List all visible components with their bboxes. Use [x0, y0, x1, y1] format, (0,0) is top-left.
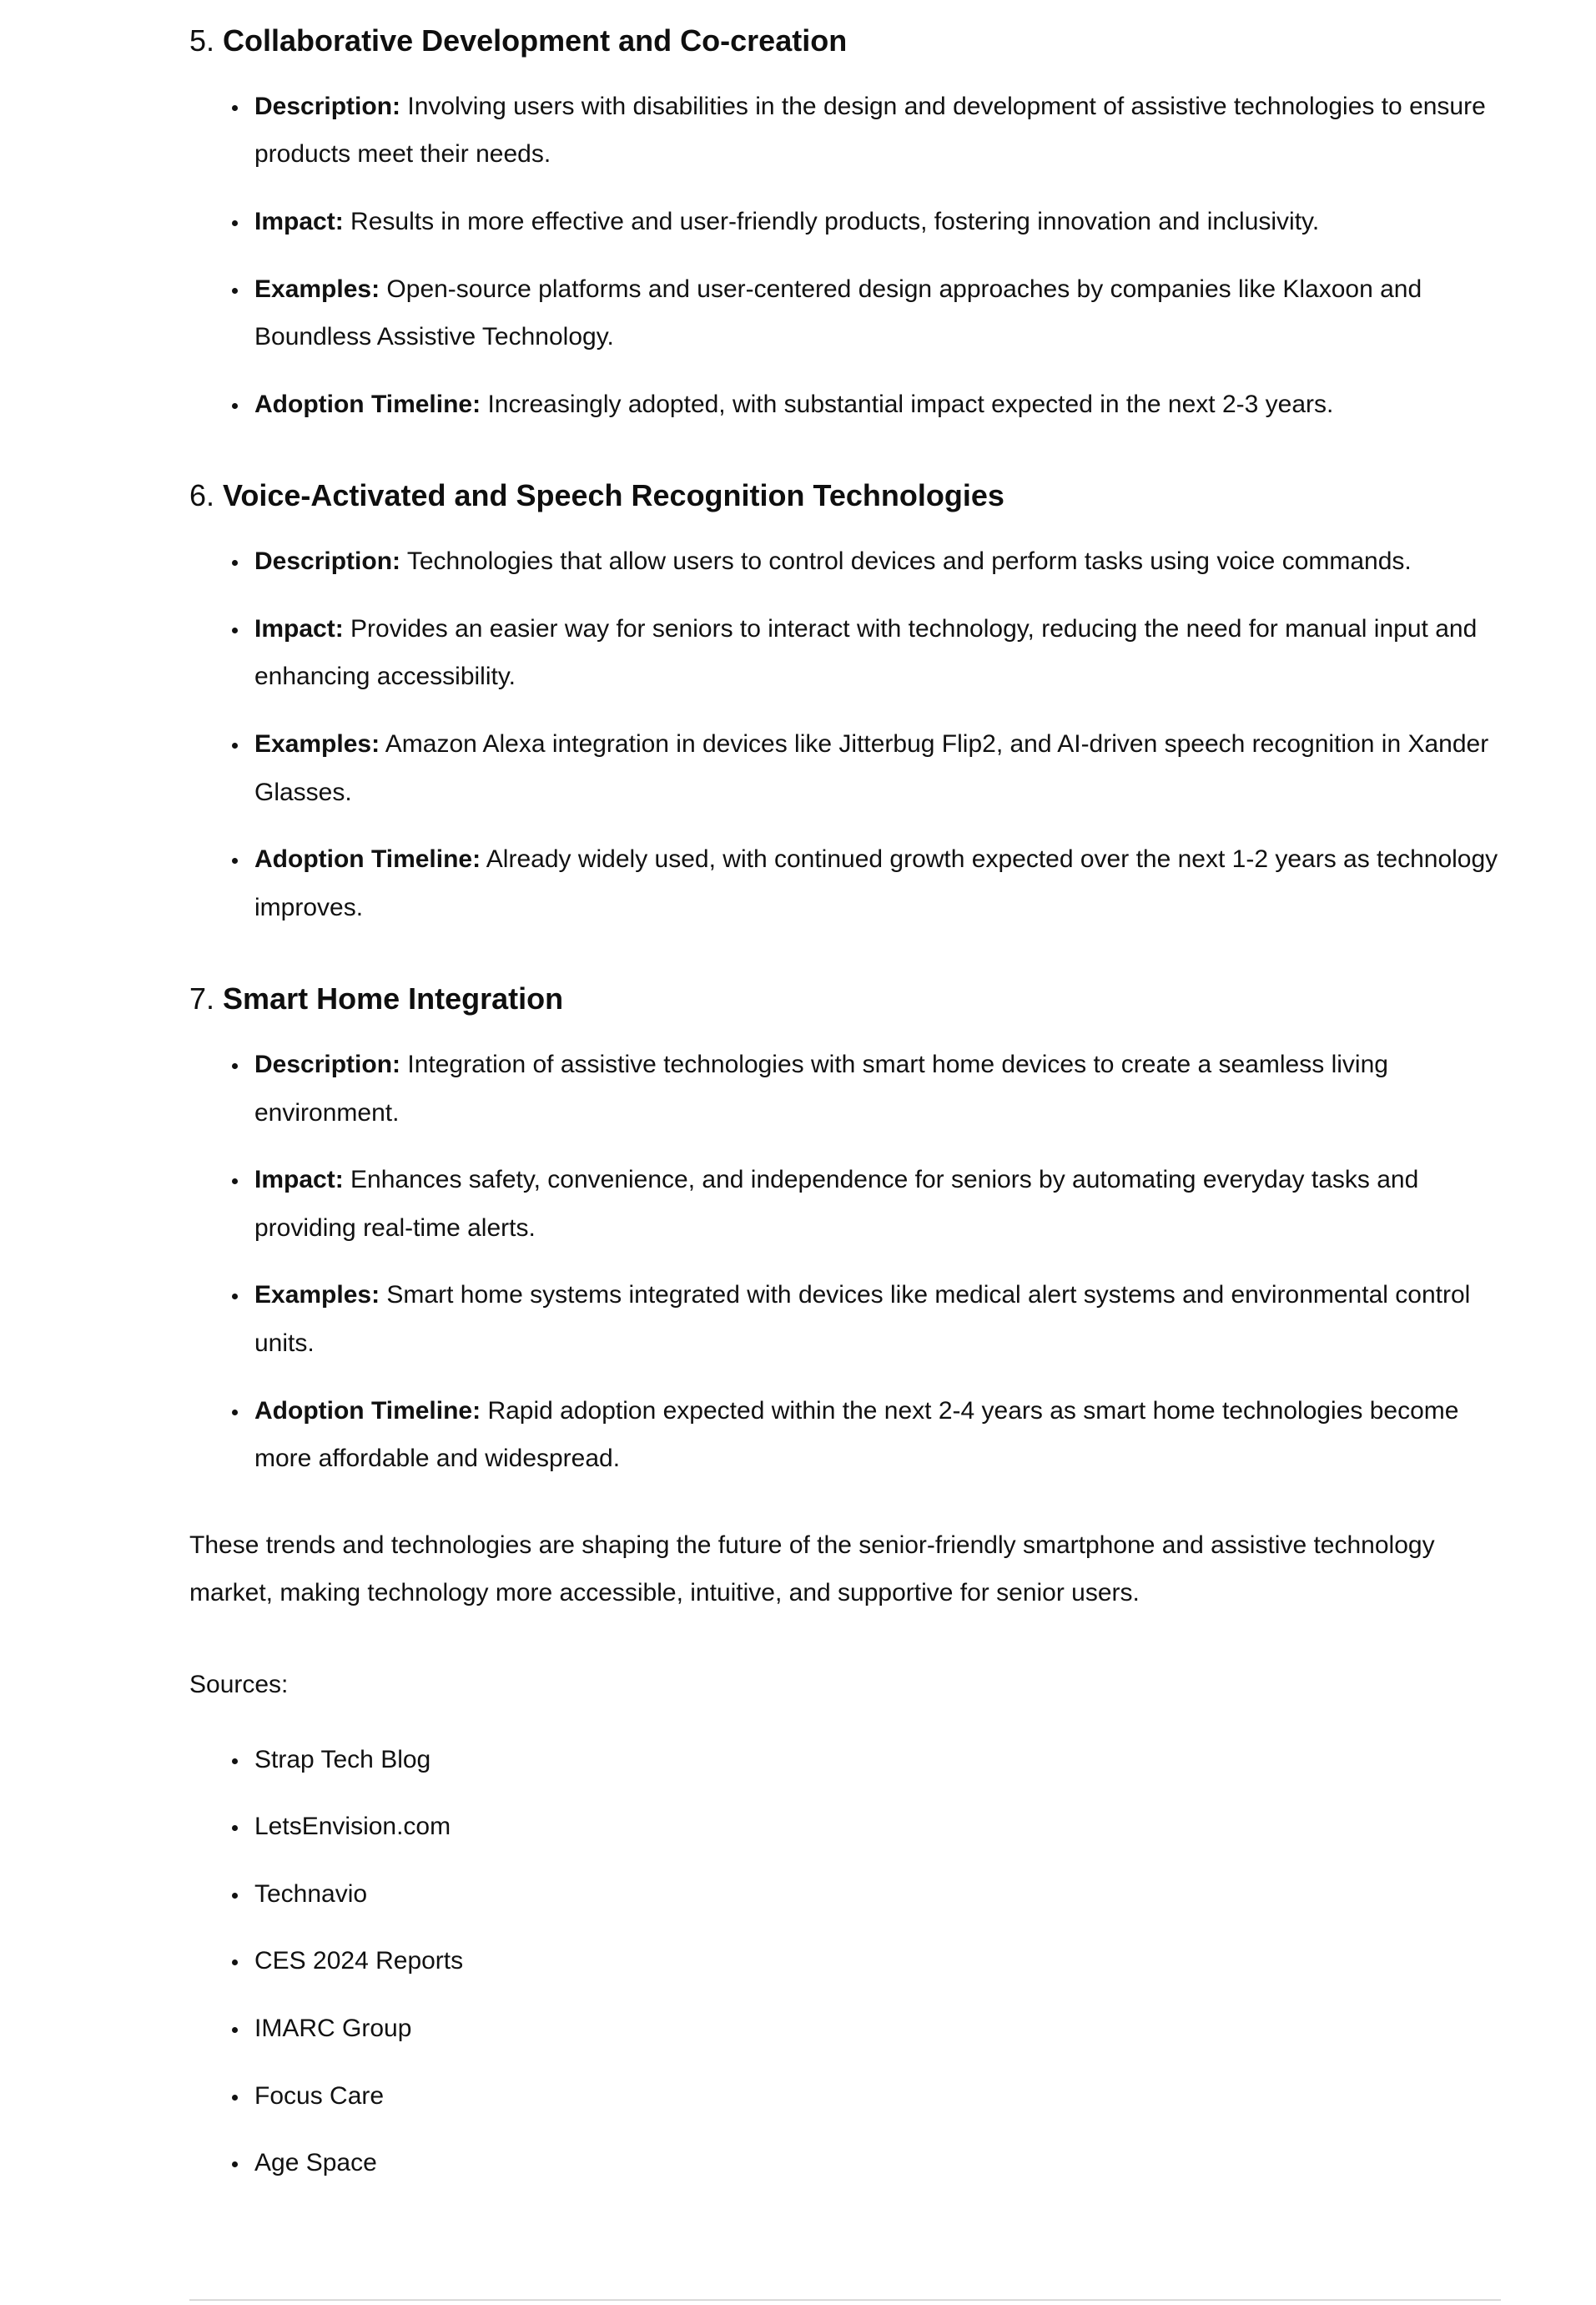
bullet-item — [249, 1387, 1501, 1483]
bullet-text: Already widely used, with continued growth expected over the next 1-2 years as technology improves. — [254, 845, 1498, 921]
bullet-label: Description: — [254, 547, 401, 576]
source-item: • IMARC Group — [249, 2005, 1501, 2053]
bullet-item — [249, 605, 1501, 701]
bullet-item — [249, 265, 1501, 361]
bullet-label: Examples: — [254, 729, 380, 758]
source-item: • Technavio — [249, 1870, 1501, 1919]
bullet-item — [249, 1271, 1501, 1367]
bullet-text: Technologies that allow users to control devices and perform tasks using voice commands. — [406, 547, 1412, 576]
section-title: Smart Home Integration — [223, 981, 564, 1016]
source-item: • LetsEnvision.com — [249, 1803, 1501, 1851]
bullet-label: Adoption Timeline: — [254, 390, 481, 418]
bullet-label: Impact: — [254, 1166, 344, 1194]
source-item: • Strap Tech Blog — [249, 1736, 1501, 1784]
section-title: Voice-Activated and Speech Recognition Technologies — [223, 478, 1004, 513]
sources-list — [189, 1736, 1501, 2187]
bullet-list — [189, 537, 1501, 931]
bullet-label: Adoption Timeline: — [254, 845, 481, 874]
bullet-label: Impact: — [254, 207, 344, 235]
section-heading-6 — [189, 477, 1501, 516]
sources-label: Sources: — [189, 1671, 289, 1699]
section-number: 7. — [189, 981, 215, 1016]
bullet-text: Rapid adoption expected within the next 2-4 years as smart home technologies become more affordable and widespread. — [254, 1396, 1459, 1473]
bullet-label: Examples: — [254, 275, 380, 303]
section-heading-7 — [189, 980, 1501, 1019]
bullet-label: Description: — [254, 1051, 401, 1079]
closing-paragraph: These trends and technologies are shaping the future of the senior-friendly smartphone and assistive technology market, making technology more accessible, intuitive, and supportive for senior users. — [189, 1531, 1435, 1607]
section-heading-5 — [189, 22, 1501, 61]
bullet-label: Description: — [254, 92, 401, 120]
source-item: • Focus Care — [249, 2072, 1501, 2121]
bullet-text: Integration of assistive technologies with smart home devices to create a seamless living environment. — [254, 1051, 1388, 1127]
bullet-item — [249, 1156, 1501, 1252]
bullet-item — [249, 1041, 1501, 1137]
bullet-text: Provides an easier way for seniors to interact with technology, reducing the need for manual input and enhancing accessibility. — [254, 614, 1478, 691]
bullet-item — [249, 83, 1501, 179]
bullet-text: Enhances safety, convenience, and independence for seniors by automating everyday tasks and providing real-time alerts. — [254, 1166, 1419, 1242]
bullet-label: Impact: — [254, 614, 344, 643]
bullet-item — [249, 381, 1501, 429]
bullet-text: Open-source platforms and user-centered design approaches by companies like Klaxoon and Boundless Assistive Technology. — [254, 275, 1422, 351]
section-number: 5. — [189, 23, 215, 58]
source-item: • Age Space — [249, 2139, 1501, 2187]
bullet-item — [249, 835, 1501, 931]
bullet-item — [249, 537, 1501, 586]
bullet-text: Amazon Alexa integration in devices like Jitterbug Flip2, and AI-driven speech recognition in Xander Glasses. — [254, 729, 1489, 806]
bottom-divider — [189, 2299, 1501, 2301]
bullet-text: Involving users with disabilities in the design and development of assistive technologies to ensure products meet their needs. — [254, 92, 1486, 169]
bullet-list — [189, 83, 1501, 429]
bullet-label: Adoption Timeline: — [254, 1396, 481, 1425]
bullet-item — [249, 720, 1501, 816]
bullet-text: Smart home systems integrated with devices like medical alert systems and environmental control units. — [254, 1281, 1471, 1358]
section-number: 6. — [189, 478, 215, 513]
bullet-label: Examples: — [254, 1281, 380, 1309]
source-item: • CES 2024 Reports — [249, 1937, 1501, 1985]
bullet-text: Results in more effective and user-friendly products, fostering innovation and inclusivity. — [350, 207, 1320, 235]
bullet-item — [249, 198, 1501, 246]
bullet-text: Increasingly adopted, with substantial impact expected in the next 2-3 years. — [487, 390, 1334, 418]
section-title: Collaborative Development and Co-creation — [223, 23, 848, 58]
document-content — [189, 0, 1501, 2207]
bullet-list — [189, 1041, 1501, 1483]
